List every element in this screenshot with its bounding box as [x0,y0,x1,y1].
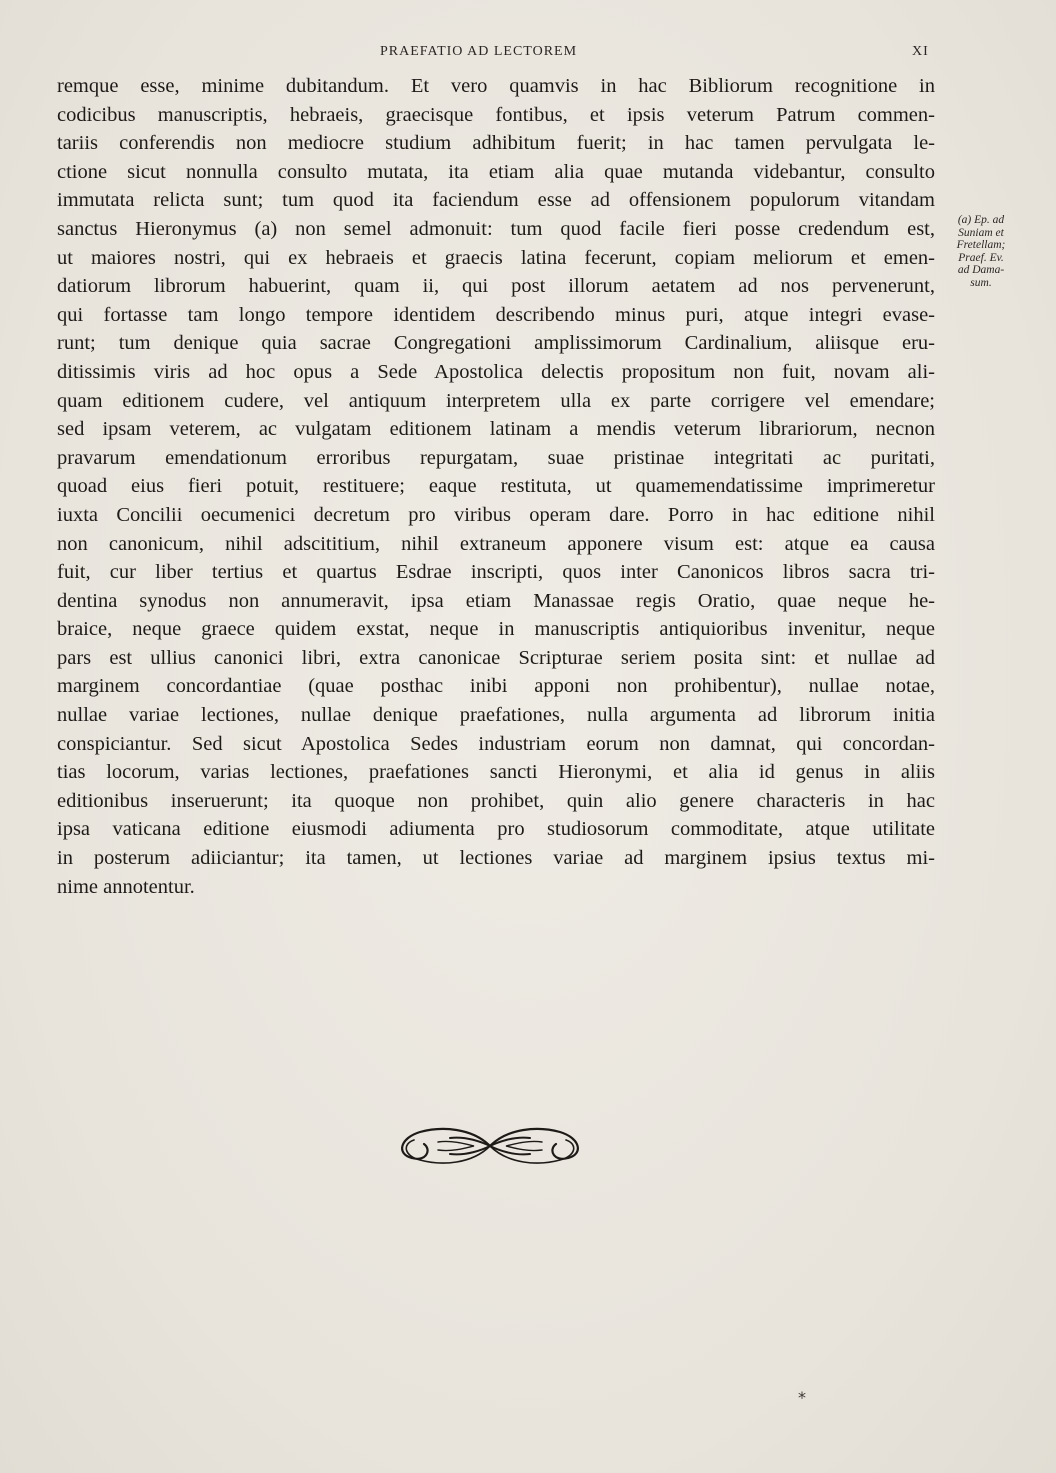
text-line: nime annotentur. [57,875,195,898]
text-line: ctione sicut nonnulla consulto mutata, ita etiam alia quae mutanda videbantur, consulto [57,160,935,183]
text-line: datiorum librorum habuerint, quam ii, qui post illorum aetatem ad nos pervenerunt, [57,275,935,298]
text-line: ipsa vaticana editione eiusmodi adiumenta pro studiosorum commoditate, atque utilitate [57,818,935,841]
text-line: qui fortasse tam longo tempore identidem describendo minus puri, atque integri evase- [57,303,935,326]
text-line: dentina synodus non annumeravit, ipsa etiam Manassae regis Oratio, quae neque he- [57,589,935,612]
text-line: ditissimis viris ad hoc opus a Sede Apostolica delectis propositum non fuit, novam ali- [57,360,935,383]
text-line: remque esse, minime dubitandum. Et vero quamvis in hac Bibliorum recognitione in [57,75,935,97]
marginal-note [940,214,1022,289]
text-line: braice, neque graece quidem exstat, neque in manuscriptis antiquioribus invenitur, neque [57,618,935,641]
text-line: tias locorum, varias lectiones, praefationes sancti Hieronymi, et alia id genus in aliis [57,761,935,784]
text-line: immutata relicta sunt; tum quod ita faciendum esse ad offensionem populorum vitandam [57,189,935,212]
page-number: XI [912,44,929,59]
marginal-note-line: (a) Ep. ad [957,214,1005,226]
text-line: tariis conferendis non mediocre studium adhibitum fuerit; in hac tamen pervulgata le- [57,132,935,155]
text-line: ut maiores nostri, qui ex hebraeis et graecis latina fecerunt, copiam meliorum et emen- [57,246,935,269]
text-line: quam editionem cudere, vel antiquum interpretem ulla ex parte corrigere vel emendare; [57,389,935,412]
text-line: runt; tum denique quia sacrae Congregationi amplissimorum Cardinalium, aliisque eru- [57,332,935,355]
text-line: pravarum emendationum erroribus repurgatam, suae pristinae integritati ac puritati, [57,446,935,469]
marginal-note-line: Suniam et [958,226,1004,239]
text-line: sed ipsam veterem, ac vulgatam editionem latinam a mendis veterum librariorum, necnon [57,418,935,441]
body-text [57,72,935,901]
signature-mark: * [798,1388,806,1407]
text-line: iuxta Concilii oecumenici decretum pro viribus operam dare. Porro in hac editione nihil [57,503,935,526]
marginal-note-line: ad Dama- [957,264,1005,276]
text-line: quoad eius fieri potuit, restituere; eaque restituta, ut quamemendatissime imprimeretur [57,475,935,498]
text-line: conspiciantur. Sed sicut Apostolica Sedes industriam eorum non damnat, qui concordan- [57,732,935,755]
text-line: editionibus inseruerunt; ita quoque non prohibet, quin alio genere characteris in hac [57,789,935,812]
marginal-note-line: Fretellam; [956,239,1006,251]
marginal-note-line: Praef. Ev. [958,251,1004,264]
marginal-note-line: sum. [970,276,992,289]
text-line: fuit, cur liber tertius et quartus Esdrae inscripti, quos inter Canonicos libros sacra tri- [57,561,935,584]
text-line: pars est ullius canonici libri, extra canonicae Scripturae seriem posita sint: et nullae ad [57,646,935,669]
running-title: PRAEFATIO AD LECTOREM [380,44,578,59]
text-line: nullae variae lectiones, nullae denique praefationes, nulla argumenta ad librorum initia [57,704,935,727]
flourish-ornament-icon [390,1118,590,1174]
text-line: codicibus manuscriptis, hebraeis, graecisque fontibus, et ipsis veterum Patrum commen- [57,103,935,126]
text-line: non canonicum, nihil adscititium, nihil extraneum apponere visum est: atque ea causa [57,532,935,555]
text-line: in posterum adiiciantur; ita tamen, ut lectiones variae ad marginem ipsius textus mi- [57,847,935,870]
text-line: marginem concordantiae (quae posthac inibi apponi non prohibentur), nullae notae, [57,675,935,698]
text-line: sanctus Hieronymus (a) non semel admonuit: tum quod facile fieri posse credendum est, [57,217,935,240]
